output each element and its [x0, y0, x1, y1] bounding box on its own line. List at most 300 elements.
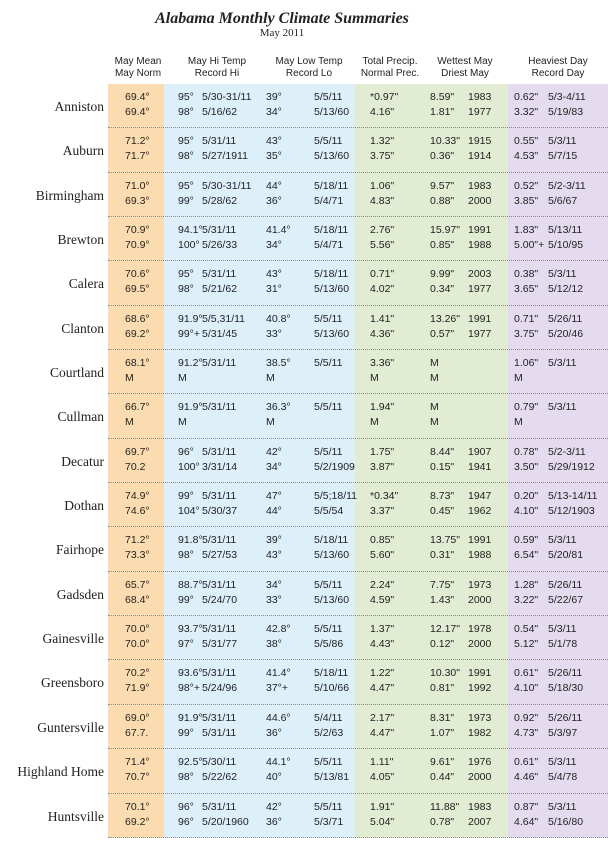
cell-lo: 36.3°: [266, 401, 291, 414]
cell-rec-hi-date: 5/28/62: [202, 194, 238, 207]
cell-dry-yr: 1914: [468, 150, 492, 163]
cell-wet-yr: 1991: [468, 312, 492, 325]
cell-lo: 47°: [266, 490, 282, 503]
cell-hi: 92.5°: [178, 756, 203, 769]
cell-mean: 71.0°: [125, 179, 150, 192]
cell-norm: 70.9°: [125, 239, 150, 252]
cell-wet: 8.31": [430, 711, 455, 724]
cell-rec-hi-date: 5/30/37: [202, 505, 238, 518]
cell-prec: 1.41": [370, 312, 395, 325]
cell-wet: M: [430, 401, 439, 414]
cell-dry: 0.44": [430, 771, 455, 784]
cell-hi: 96°: [178, 445, 194, 458]
cell-lo-date: 5/5/11: [314, 445, 343, 458]
cell-norm: 70.7°: [125, 771, 150, 784]
cell-norm: 70.2: [125, 460, 146, 473]
cell-heavy-date: 5/3/11: [548, 534, 577, 547]
cell-wet-yr: 2003: [468, 268, 492, 281]
cell-city: Clanton: [61, 320, 104, 336]
cell-heavy-date: 5/13-14/11: [548, 490, 598, 503]
cell-prec: 1.91": [370, 800, 395, 813]
cell-heavy-date: 5/3-4/11: [548, 91, 586, 103]
cell-rec-hi: 100°: [178, 460, 200, 473]
cell-wet-yr: 1983: [468, 91, 492, 103]
cell-prec: 0.71": [370, 268, 395, 281]
cell-rec-hi-date: 5/31/45: [202, 327, 238, 340]
cell-rec-hi-date: 5/20/1960: [202, 815, 249, 828]
cell-mean: 65.7°: [125, 578, 150, 591]
cell-rec-lo: 44°: [266, 505, 282, 518]
cell-lo-date: 5/5/11: [314, 91, 343, 103]
cell-city: Greensboro: [41, 675, 104, 691]
cell-rec-hi: 99°: [178, 593, 194, 606]
cell-lo: 42°: [266, 800, 282, 813]
cell-rec-lo: 34°: [266, 239, 282, 252]
cell-mean: 68.6°: [125, 312, 150, 325]
cell-norm: 69.2°: [125, 815, 150, 828]
cell-norm-prec: 5.56": [370, 239, 395, 252]
page-subtitle: May 2011: [259, 27, 305, 39]
cell-rec-lo-date: 5/13/81: [314, 771, 350, 784]
cell-city: Decatur: [61, 453, 104, 469]
cell-norm: M: [125, 416, 134, 429]
cell-rec-day-date: 5/7/15: [548, 150, 578, 163]
table-row: [0, 394, 608, 438]
cell-lo-date: 5/5/11: [314, 800, 343, 813]
cell-rec-day-date: 5/3/97: [548, 726, 578, 739]
cell-hi-date: 5/31/11: [202, 623, 237, 636]
cell-dry-yr: 2000: [468, 194, 492, 207]
cell-wet: 15.97": [430, 224, 461, 237]
cell-prec: 1.22": [370, 667, 395, 680]
cell-rec-day-date: 5/1/78: [548, 638, 578, 651]
cell-wet: 13.75": [430, 534, 461, 547]
cell-heavy: 1.06": [514, 357, 539, 370]
cell-hi: 91.8°: [178, 534, 203, 547]
cell-norm-prec: 3.75": [370, 150, 395, 163]
cell-city: Gadsden: [56, 586, 104, 602]
cell-rec-lo: 40°: [266, 771, 282, 784]
cell-heavy-date: 5/3/11: [548, 268, 577, 281]
cell-mean: 71.4°: [125, 756, 150, 769]
cell-norm: 73.3°: [125, 549, 150, 562]
cell-city: Huntsville: [47, 808, 104, 824]
cell-wet: 9.57": [430, 179, 455, 192]
cell-wet-yr: 1991: [468, 224, 492, 237]
cell-prec: 2.24": [370, 578, 395, 591]
cell-heavy-date: 5/2-3/11: [548, 445, 586, 458]
cell-dry: 0.45": [430, 505, 455, 518]
cell-rec-hi: M: [178, 416, 187, 429]
cell-hi-date: 5/31/11: [202, 357, 237, 370]
cell-norm: 69.4°: [125, 106, 150, 118]
cell-hi-date: 5/31/11: [202, 490, 237, 503]
cell-norm: M: [125, 372, 134, 385]
cell-hi: 96°: [178, 800, 194, 813]
cell-city: Courtland: [50, 365, 104, 381]
cell-prec: *0.97": [370, 91, 399, 103]
cell-lo-date: 5/5/11: [314, 135, 343, 148]
cell-heavy: 0.38": [514, 268, 539, 281]
cell-dry-yr: 1988: [468, 239, 492, 252]
cell-hi-date: 5/31/11: [202, 534, 237, 547]
cell-rec-lo-date: 5/10/66: [314, 682, 350, 695]
cell-rec-day: 4.10": [514, 505, 539, 518]
cell-heavy: 0.78": [514, 445, 539, 458]
cell-hi-date: 5/30-31/11: [202, 91, 252, 103]
cell-rec-hi-date: 5/22/62: [202, 771, 238, 784]
cell-hi-date: 5/31/11: [202, 135, 237, 148]
table-row: [0, 483, 608, 527]
cell-hi-date: 5/31/11: [202, 667, 237, 680]
table-row: [0, 527, 608, 571]
table-row: [0, 84, 608, 128]
cell-rec-lo-date: 5/13/60: [314, 549, 350, 562]
cell-wet: 8.44": [430, 445, 455, 458]
cell-dry: 0.88": [430, 194, 455, 207]
cell-rec-lo-date: 5/2/63: [314, 726, 344, 739]
cell-city: Cullman: [57, 409, 104, 425]
cell-rec-day-date: 5/20/46: [548, 327, 584, 340]
cell-mean: 70.2°: [125, 667, 150, 680]
table-row: [0, 616, 608, 660]
cell-city: Gainesville: [42, 631, 104, 647]
cell-heavy: 0.61": [514, 667, 539, 680]
cell-dry-yr: 1992: [468, 682, 492, 695]
cell-city: Dothan: [64, 498, 104, 514]
cell-lo: 43°: [266, 135, 282, 148]
cell-rec-day-date: 5/29/1912: [548, 460, 595, 473]
cell-dry: 0.31": [430, 549, 455, 562]
cell-hi-date: 5/31/11: [202, 445, 237, 458]
cell-rec-lo: M: [266, 416, 275, 429]
cell-rec-day: 5.00"+: [514, 239, 545, 252]
cell-rec-day: 3.32": [514, 106, 539, 118]
cell-hi: 95°: [178, 135, 194, 148]
cell-wet-yr: 1947: [468, 490, 492, 503]
cell-prec: 2.76": [370, 224, 395, 237]
cell-rec-day-date: 5/18/30: [548, 682, 584, 695]
cell-norm-prec: 5.60": [370, 549, 395, 562]
cell-rec-lo-date: 5/3/71: [314, 815, 344, 828]
cell-dry: 1.43": [430, 593, 455, 606]
cell-mean: 69.0°: [125, 711, 150, 724]
cell-rec-lo: 36°: [266, 815, 282, 828]
cell-rec-lo: 35°: [266, 150, 282, 163]
cell-heavy: 1.28": [514, 578, 539, 591]
cell-rec-hi-date: 5/31/11: [202, 726, 237, 739]
cell-rec-lo: 33°: [266, 327, 282, 340]
cell-rec-hi-date: 5/21/62: [202, 283, 238, 296]
cell-hi-date: 5/31/11: [202, 268, 237, 281]
cell-norm: 69.2°: [125, 327, 150, 340]
cell-heavy: 0.71": [514, 312, 539, 325]
climate-table: [0, 84, 608, 838]
cell-prec: *0.34": [370, 490, 399, 503]
cell-heavy-date: 5/13/11: [548, 224, 583, 237]
cell-dry: 1.07": [430, 726, 455, 739]
cell-hi: 94.1°: [178, 224, 203, 237]
cell-heavy-date: 5/2-3/11: [548, 179, 586, 192]
cell-dry-yr: 2007: [468, 815, 492, 828]
cell-norm-prec: M: [370, 372, 379, 385]
cell-hi-date: 5/5,31/11: [202, 312, 246, 325]
cell-wet: 10.30": [430, 667, 461, 680]
cell-prec: 1.11": [370, 756, 394, 769]
cell-heavy: 0.79": [514, 401, 539, 414]
cell-rec-hi: 98°: [178, 283, 194, 296]
cell-dry-yr: 2000: [468, 771, 492, 784]
cell-lo: 40.8°: [266, 312, 291, 325]
cell-hi: 91.9°: [178, 711, 203, 724]
cell-lo: 34°: [266, 578, 282, 591]
cell-heavy-date: 5/26/11: [548, 578, 583, 591]
cell-rec-hi: 99°+: [178, 327, 201, 340]
cell-lo: 38.5°: [266, 357, 291, 370]
table-row: [0, 128, 608, 172]
cell-dry-yr: 1941: [468, 460, 492, 473]
cell-hi-date: 5/31/11: [202, 578, 237, 591]
cell-rec-day: 5.12": [514, 638, 539, 651]
cell-rec-lo: 38°: [266, 638, 282, 651]
cell-rec-hi-date: 3/31/14: [202, 460, 238, 473]
cell-wet-yr: 1991: [468, 534, 492, 547]
cell-prec: 1.32": [370, 135, 395, 148]
cell-norm: 69.5°: [125, 283, 150, 296]
cell-rec-day: M: [514, 416, 523, 429]
cell-prec: 2.17": [370, 711, 395, 724]
cell-rec-lo-date: 5/13/60: [314, 283, 350, 296]
cell-hi-date: 5/31/11: [202, 800, 237, 813]
cell-rec-hi-date: 5/24/96: [202, 682, 238, 695]
cell-prec: 1.75": [370, 445, 395, 458]
table-row: [0, 749, 608, 793]
cell-rec-day: 4.73": [514, 726, 539, 739]
cell-heavy-date: 5/3/11: [548, 135, 577, 148]
cell-norm: 74.6°: [125, 505, 150, 518]
cell-city: Anniston: [54, 99, 104, 114]
cell-rec-day-date: 5/20/81: [548, 549, 584, 562]
cell-lo-date: 5/5/11: [314, 312, 343, 325]
cell-hi-date: 5/30-31/11: [202, 179, 252, 192]
cell-norm-prec: 3.87": [370, 460, 395, 473]
cell-rec-day: 3.50": [514, 460, 539, 473]
cell-mean: 71.2°: [125, 135, 150, 148]
cell-lo: 44°: [266, 179, 282, 192]
cell-mean: 74.9°: [125, 490, 150, 503]
cell-rec-lo: 36°: [266, 726, 282, 739]
cell-rec-hi: 99°: [178, 194, 194, 207]
cell-norm-prec: 4.05": [370, 771, 395, 784]
cell-rec-lo: 31°: [266, 283, 282, 296]
cell-lo-date: 5/5/11: [314, 357, 343, 370]
cell-wet: 7.75": [430, 578, 455, 591]
cell-rec-hi: 97°: [178, 638, 194, 651]
cell-rec-hi: 98°+: [178, 682, 201, 695]
cell-rec-day-date: 5/12/12: [548, 283, 584, 296]
cell-heavy: 0.61": [514, 756, 539, 769]
cell-wet-yr: 1983: [468, 800, 492, 813]
cell-rec-lo-date: 5/4/71: [314, 239, 344, 252]
cell-lo-date: 5/18/11: [314, 667, 349, 680]
cell-lo: 44.1°: [266, 756, 291, 769]
cell-norm-prec: 5.04": [370, 815, 395, 828]
cell-wet-yr: 1983: [468, 179, 492, 192]
cell-city: Auburn: [62, 143, 104, 159]
table-row: [0, 794, 608, 838]
cell-dry: 0.15": [430, 460, 455, 473]
cell-rec-hi: 98°: [178, 549, 194, 562]
cell-rec-lo-date: 5/13/60: [314, 106, 350, 118]
cell-dry-yr: 2000: [468, 638, 492, 651]
cell-mean: 71.2°: [125, 534, 150, 547]
header-low-temp: May Low Temp Record Lo: [275, 56, 343, 79]
header-wettest: Wettest May Driest May: [437, 56, 493, 79]
cell-hi-date: 5/30/11: [202, 756, 237, 769]
cell-rec-day: 4.10": [514, 682, 539, 695]
cell-norm-prec: 4.83": [370, 194, 395, 207]
header-precip: Total Precip. Normal Prec.: [360, 56, 420, 79]
cell-dry-yr: 1977: [468, 283, 492, 296]
cell-city: Highland Home: [17, 764, 104, 780]
cell-rec-day-date: 5/4/78: [548, 771, 578, 784]
cell-norm: 70.0°: [125, 638, 150, 651]
cell-rec-lo: 36°: [266, 194, 282, 207]
cell-wet: 8.73": [430, 490, 455, 503]
header-mean: May Mean May Norm: [114, 56, 162, 79]
table-row: [0, 439, 608, 483]
cell-rec-lo: 33°: [266, 593, 282, 606]
cell-heavy: 1.83": [514, 224, 539, 237]
cell-rec-lo: 34°: [266, 460, 282, 473]
cell-lo-date: 5/5/11: [314, 756, 343, 769]
cell-wet: 13.26": [430, 312, 461, 325]
cell-norm: 69.3°: [125, 194, 150, 207]
table-row: [0, 217, 608, 261]
cell-norm-prec: 4.02": [370, 283, 395, 296]
cell-prec: 3.36": [370, 357, 395, 370]
cell-hi: 91.9°: [178, 312, 203, 325]
cell-hi: 95°: [178, 268, 194, 281]
cell-norm-prec: 4.47": [370, 726, 395, 739]
cell-heavy-date: 5/26/11: [548, 312, 583, 325]
cell-dry: 0.34": [430, 283, 455, 296]
page-title: Alabama Monthly Climate Summaries: [155, 10, 409, 27]
cell-dry: 0.81": [430, 682, 455, 695]
cell-lo-date: 5/18/11: [314, 268, 349, 281]
table-row: [0, 705, 608, 749]
cell-hi: 91.9°: [178, 401, 203, 414]
cell-norm-prec: 4.59": [370, 593, 395, 606]
cell-rec-lo-date: 5/5/54: [314, 505, 344, 518]
cell-dry: 0.85": [430, 239, 455, 252]
cell-lo: 39°: [266, 534, 282, 547]
cell-dry-yr: 1988: [468, 549, 492, 562]
cell-hi: 91.2°: [178, 357, 203, 370]
cell-rec-hi: M: [178, 372, 187, 385]
cell-dry-yr: 1977: [468, 327, 492, 340]
cell-rec-lo-date: 5/5/86: [314, 638, 344, 651]
cell-lo: 44.6°: [266, 711, 291, 724]
cell-wet-yr: 1976: [468, 756, 492, 769]
cell-city: Birmingham: [35, 187, 104, 203]
cell-dry: M: [430, 416, 439, 429]
cell-hi: 99°: [178, 490, 194, 503]
cell-hi: 93.7°: [178, 623, 203, 636]
cell-norm: 67.7.: [125, 726, 149, 739]
cell-norm-prec: 4.16": [370, 106, 395, 118]
cell-rec-day: 4.46": [514, 771, 539, 784]
cell-rec-day-date: 5/16/80: [548, 815, 584, 828]
cell-dry: M: [430, 372, 439, 385]
cell-dry: 0.57": [430, 327, 455, 340]
cell-rec-day-date: 5/10/95: [548, 239, 584, 252]
cell-mean: 69.4°: [125, 91, 150, 103]
cell-heavy-date: 5/3/11: [548, 756, 577, 769]
cell-norm-prec: 4.43": [370, 638, 395, 651]
cell-dry-yr: 1977: [468, 106, 492, 118]
cell-rec-hi-date: 5/26/33: [202, 239, 238, 252]
cell-rec-hi: 100°: [178, 239, 200, 252]
cell-rec-hi-date: 5/27/53: [202, 549, 238, 562]
cell-hi-date: 5/31/11: [202, 711, 237, 724]
cell-norm-prec: M: [370, 416, 379, 429]
cell-lo-date: 5/5/11: [314, 401, 343, 414]
cell-norm: 71.7°: [125, 150, 150, 163]
cell-lo-date: 5/18/11: [314, 224, 349, 237]
cell-rec-lo-date: 5/13/60: [314, 593, 350, 606]
cell-rec-day: 3.75": [514, 327, 539, 340]
cell-rec-day: 4.64": [514, 815, 539, 828]
cell-lo-date: 5/5/11: [314, 623, 343, 636]
cell-rec-hi: 98°: [178, 150, 194, 163]
cell-wet: 9.99": [430, 268, 455, 281]
cell-lo-date: 5/18/11: [314, 534, 349, 547]
cell-wet: 8.59": [430, 91, 455, 103]
cell-mean: 70.9°: [125, 224, 150, 237]
table-row: [0, 306, 608, 350]
cell-heavy: 0.20": [514, 490, 539, 503]
cell-heavy-date: 5/26/11: [548, 667, 583, 680]
cell-hi: 88.7°: [178, 578, 203, 591]
cell-rec-hi: 96°: [178, 815, 194, 828]
cell-hi-date: 5/31/11: [202, 224, 237, 237]
cell-dry: 1.81": [430, 106, 455, 118]
cell-rec-lo: 43°: [266, 549, 282, 562]
cell-wet-yr: 1973: [468, 711, 492, 724]
cell-mean: 66.7°: [125, 401, 150, 414]
cell-dry: 0.36": [430, 150, 455, 163]
header-heaviest: Heaviest Day Record Day: [528, 56, 588, 79]
cell-rec-day: 3.85": [514, 194, 539, 207]
cell-lo: 41.4°: [266, 224, 291, 237]
cell-wet: 9.61": [430, 756, 455, 769]
cell-hi: 95°: [178, 91, 194, 103]
cell-wet-yr: 1991: [468, 667, 492, 680]
cell-mean: 69.7°: [125, 445, 150, 458]
cell-rec-hi: 99°: [178, 726, 194, 739]
cell-heavy-date: 5/3/11: [548, 623, 577, 636]
cell-heavy-date: 5/26/11: [548, 711, 583, 724]
cell-heavy: 0.54": [514, 623, 539, 636]
cell-rec-lo-date: 5/4/71: [314, 194, 344, 207]
cell-wet: M: [430, 357, 439, 370]
cell-lo-date: 5/18/11: [314, 179, 349, 192]
cell-lo: 43°: [266, 268, 282, 281]
cell-city: Calera: [68, 276, 104, 292]
cell-heavy: 0.92": [514, 711, 539, 724]
cell-rec-hi: 98°: [178, 106, 194, 118]
